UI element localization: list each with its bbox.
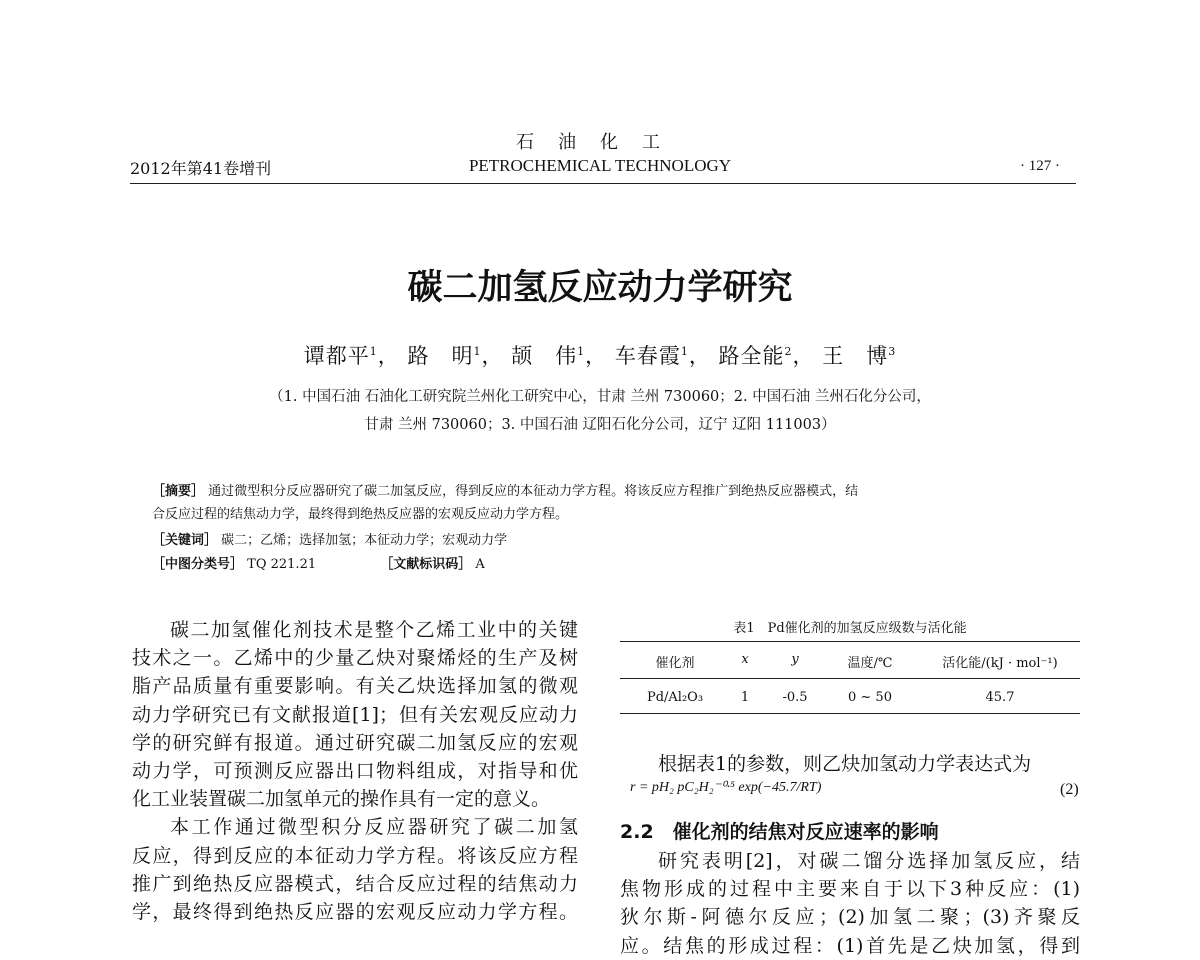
table-header-cell: 温度/℃ [847, 656, 893, 671]
body-line: 研究表明[2]，对碳二馏分选择加氢反应，结 [658, 850, 1080, 872]
author-name: 王 博 [822, 344, 889, 368]
body-line: 学，最终得到绝热反应器的宏观反应动力学方程。 [132, 900, 578, 923]
author-name: 路全能 [718, 344, 785, 368]
body-line: 根据表1的参数，则乙炔加氢动力学表达式为 [658, 753, 1032, 775]
body-line: 学的研究鲜有报道。通过研究碳二加氢反应的宏观 [132, 731, 578, 754]
doc-code-value: A [475, 557, 485, 572]
table-header-cell: 催化剂 [655, 656, 695, 671]
formula-number: (2) [1060, 781, 1079, 798]
body-line: 焦物形成的过程中主要来自于以下3种反应：(1) [620, 878, 1080, 901]
abstract-line: 合反应过程的结焦动力学，最终得到绝热反应器的宏观反应动力学方程。 [152, 507, 569, 522]
author-name: 谭都平 [303, 344, 370, 368]
body-line: 脂产品质量有重要影响。有关乙炔选择加氢的微观 [132, 675, 578, 698]
author-name: 颉 伟 [511, 344, 578, 368]
table-header-cell: x [741, 652, 749, 667]
body-line: 碳二加氢催化剂技术是整个乙烯工业中的关键 [170, 619, 578, 641]
table-cell: Pd/Al₂O₃ [646, 690, 704, 705]
table-bottom-rule [620, 713, 1080, 714]
table-header-cell: y [791, 652, 799, 667]
table-cell: 0 ~ 50 [848, 690, 892, 705]
affiliation-line: （1. 中国石油 石油化工研究院兰州化工研究中心，甘肃 兰州 730060；2. 中国石油 兰州石化分公司， [269, 389, 931, 405]
author-list: 谭都平$^1$， 路 明$^1$， 颉 伟$^1$， 车春霞$^1$， 路全能$^2$， 王 博$^3$ [303, 344, 897, 368]
body-line: 技术之一。乙烯中的少量乙炔对聚烯烃的生产及树 [132, 647, 578, 670]
author-affiliation-mark: 2 [784, 345, 793, 358]
keywords [152, 529, 1052, 548]
abstract-line [152, 480, 1052, 499]
author-affiliation-mark: 3 [888, 345, 897, 358]
body-line: 应。结焦的形成过程：(1)首先是乙炔加氢，得到 [620, 934, 1080, 957]
right-column-body [620, 847, 1080, 960]
left-column-body [132, 616, 578, 926]
right-column-para [620, 750, 1080, 778]
author-affiliation-mark: 1 [577, 345, 586, 358]
author-affiliation-mark: 1 [680, 345, 689, 358]
author-affiliation-mark: 1 [473, 345, 482, 358]
paper-title: 碳二加氢反应动力学研究 [407, 268, 793, 308]
author-name: 车春霞 [614, 344, 681, 368]
keywords-label: ［关键词］ [152, 533, 218, 548]
page-number: · 127 · [1020, 158, 1060, 174]
table-cell: 45.7 [985, 690, 1015, 705]
affiliation-line: 甘肃 兰州 730060；3. 中国石油 辽阳石化分公司，辽宁 辽阳 111003） [364, 417, 836, 433]
journal-name-en: PETROCHEMICAL TECHNOLOGY [468, 156, 732, 175]
journal-name-cn: 石油化工 [516, 132, 684, 153]
body-line: 推广到绝热反应器模式，结合反应过程的结焦动力 [132, 872, 578, 895]
clc-value: TQ 221.21 [247, 557, 317, 572]
section-heading: 2.2 催化剂的结焦对反应速率的影响 [620, 821, 939, 843]
body-line: 狄尔斯-阿德尔反应；(2)加氢二聚；(3)齐聚反 [620, 906, 1080, 929]
issue-label: 2012年第41卷增刊 [130, 159, 272, 178]
body-line: 动力学，可预测反应器出口物料组成，对指导和优 [132, 759, 578, 782]
table-top-rule [620, 641, 1080, 642]
body-line: 动力学研究已有文献报道[1]；但有关宏观反应动力 [132, 703, 578, 726]
header-rule [130, 183, 1076, 184]
clc-label: ［中图分类号］ [152, 557, 244, 572]
classification [152, 553, 1052, 572]
author-name: 路 明 [407, 344, 474, 368]
kinetic-formula: r = pH₂ pC₂H₂⁻⁰·⁵ exp(−45.7/RT) [630, 780, 822, 795]
body-line: 本工作通过微型积分反应器研究了碳二加氢 [170, 816, 578, 839]
table-cell: 1 [740, 690, 750, 705]
body-line: 化工业装置碳二加氢单元的操作具有一定的意义。 [132, 788, 551, 811]
table-mid-rule [620, 678, 1080, 679]
abstract-text: 通过微型积分反应器研究了碳二加氢反应，得到反应的本征动力学方程。将该反应方程推广到绝热反应器模式，结 [208, 484, 859, 499]
table-caption: 表1 Pd催化剂的加氢反应级数与活化能 [733, 621, 967, 636]
author-affiliation-mark: 1 [369, 345, 378, 358]
keywords-text: 碳二；乙烯；选择加氢；本征动力学；宏观动力学 [221, 533, 508, 548]
table-header-cell: 活化能/(kJ · mol⁻¹) [942, 656, 1058, 671]
doc-code-label: ［文献标识码］ [380, 557, 472, 572]
body-line: 反应，得到反应的本征动力学方程。将该反应方程 [132, 844, 578, 867]
table-cell: -0.5 [782, 690, 808, 705]
abstract-label: ［摘要］ [152, 484, 205, 499]
